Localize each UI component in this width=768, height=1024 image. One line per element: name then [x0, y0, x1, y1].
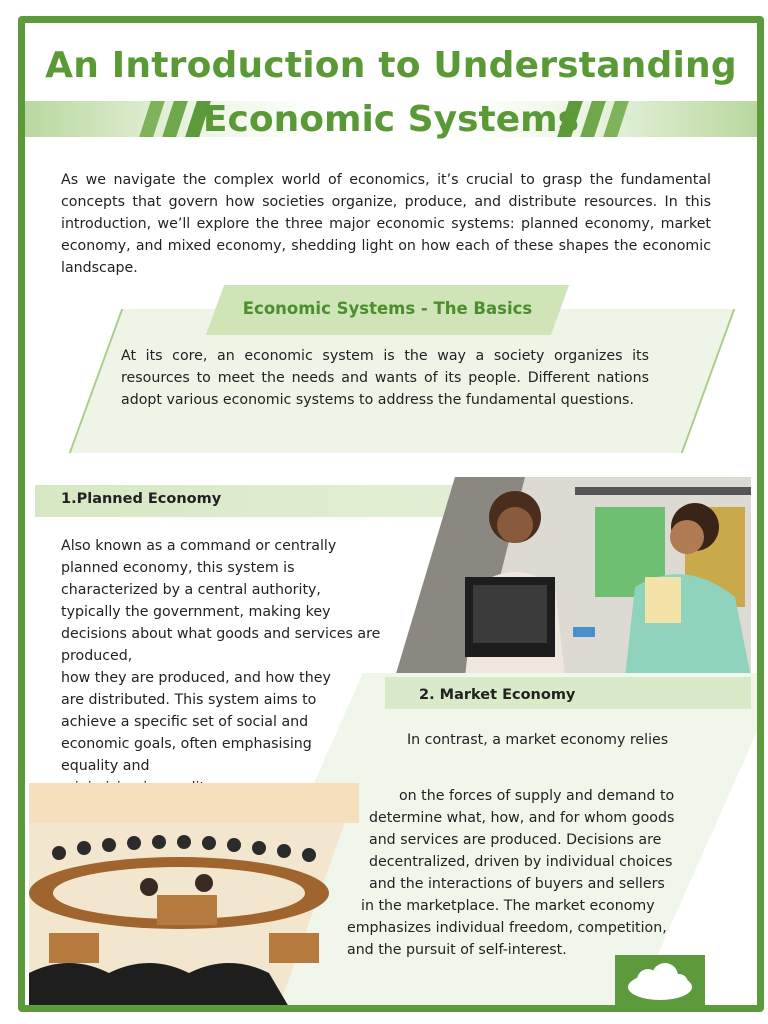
text-line: typically the government, making key [61, 604, 331, 620]
text-line: In contrast, a market economy relies [407, 732, 669, 748]
text-line: how they are produced, and how they [61, 670, 331, 686]
text-line: and the pursuit of self-interest. [347, 942, 567, 958]
text-line: decentralized, driven by individual choices [369, 854, 673, 870]
text-line: characterized by a central authority, [61, 582, 321, 598]
text-line: in the marketplace. The market economy [361, 898, 655, 914]
text-line: achieve a specific set of social and [61, 714, 309, 730]
text-line: Also known as a command or centrally [61, 538, 337, 554]
text-line: are distributed. This system aims to [61, 692, 317, 708]
text-line: economic goals, often emphasising [61, 736, 312, 752]
text-line: and services are produced. Decisions are [369, 832, 662, 848]
assembly-hall-illustration [29, 783, 359, 1007]
page-title-line2: Economic Systems [202, 99, 580, 140]
intro-paragraph: As we navigate the complex world of economics, it’s crucial to grasp the fundamental concepts that govern how societies organize, produce, and distribute resources. In this introduction, we’ll explore the three major economic systems: planned economy, market economy, and mixed economy, shedding light on how each of these shapes the economic landscape. [61, 172, 711, 276]
text-line: produced, [61, 648, 133, 664]
brand-logo [615, 955, 705, 1012]
text-line: decisions about what goods and services are [61, 626, 381, 642]
text-line: planned economy, this system is [61, 560, 295, 576]
page-title-line1: An Introduction to Understanding [45, 45, 737, 86]
basics-paragraph: At its core, an economic system is the way a society organizes its resources to meet the needs and wants of its people. Different nations adopt various economic systems to address the fundamental questions. [121, 348, 649, 408]
page-frame [18, 16, 764, 1012]
text-line: equality and [61, 758, 150, 774]
planned-heading: 1.Planned Economy [61, 491, 222, 507]
text-line: and the interactions of buyers and sellers [369, 876, 665, 892]
text-line: determine what, how, and for whom goods [369, 810, 675, 826]
spacer [325, 751, 745, 785]
market-heading: 2. Market Economy [419, 687, 576, 703]
text-line: on the forces of supply and demand to [399, 788, 675, 804]
basics-heading: Economic Systems - The Basics [242, 299, 533, 318]
shop-checkout-illustration [395, 477, 751, 677]
market-paragraph [325, 729, 745, 961]
text-line: emphasizes individual freedom, competition, [347, 920, 667, 936]
cloud-logo-icon [615, 955, 705, 1012]
